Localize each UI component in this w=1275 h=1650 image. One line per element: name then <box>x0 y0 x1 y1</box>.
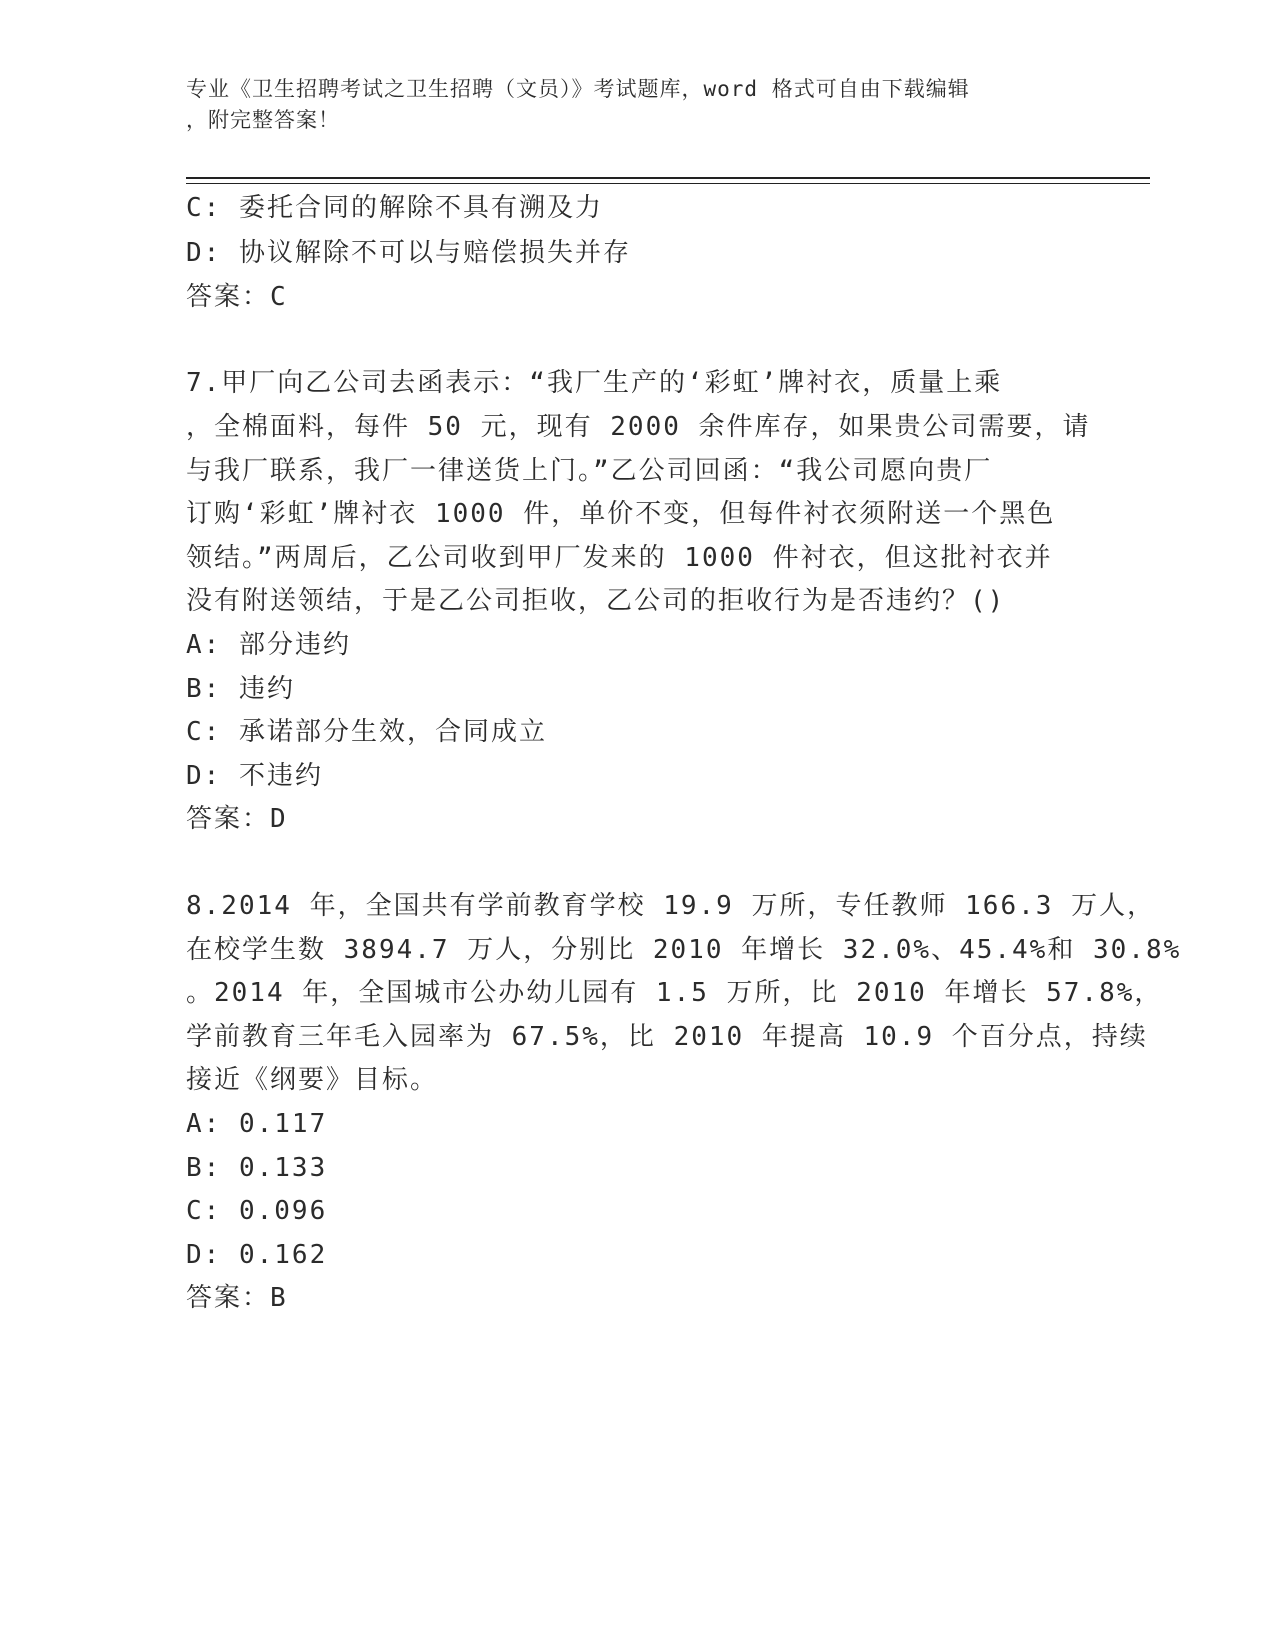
q8-option-c: C: 0.096 <box>186 1196 328 1226</box>
header-divider-thick <box>186 177 1150 179</box>
q6-option-d: D: 协议解除不可以与赔偿损失并存 <box>186 238 631 268</box>
q6-answer: 答案：C <box>186 282 288 312</box>
q8-answer: 答案：B <box>186 1283 288 1313</box>
header-divider-thin <box>186 183 1150 184</box>
q7-option-c: C: 承诺部分生效，合同成立 <box>186 717 547 747</box>
header-title-line-2: ，附完整答案！ <box>186 108 340 132</box>
q6-option-c: C: 委托合同的解除不具有溯及力 <box>186 193 603 223</box>
q7-text-line-3: 与我厂联系，我厂一律送货上门。”乙公司回函：“我公司愿向贵厂 <box>186 456 993 486</box>
q7-text-line-2: ，全棉面料，每件 50 元，现有 2000 余件库存，如果贵公司需要，请 <box>186 412 1091 442</box>
q7-option-a: A: 部分违约 <box>186 630 351 660</box>
q8-text-line-3: 。2014 年，全国城市公办幼儿园有 1.5 万所，比 2010 年增长 57.8%， <box>186 978 1163 1008</box>
q8-text-line-1: 8.2014 年，全国共有学前教育学校 19.9 万所，专任教师 166.3 万人， <box>186 891 1156 921</box>
q7-option-d: D: 不违约 <box>186 761 323 791</box>
document-header <box>186 74 1086 136</box>
q7-option-b: B: 违约 <box>186 674 295 704</box>
q7-text-line-4: 订购‘彩虹’牌衬衣 1000 件，单价不变，但每件衬衣须附送一个黑色 <box>186 499 1056 529</box>
q8-option-b: B: 0.133 <box>186 1153 328 1183</box>
q8-text-line-2: 在校学生数 3894.7 万人，分别比 2010 年增长 32.0%、45.4%和 30.8% <box>186 935 1182 965</box>
q8-option-d: D: 0.162 <box>186 1240 328 1270</box>
q7-text-line-5: 领结。”两周后，乙公司收到甲厂发来的 1000 件衬衣，但这批衬衣并 <box>186 543 1053 573</box>
q7-answer: 答案：D <box>186 804 288 834</box>
header-title-line-1: 专业《卫生招聘考试之卫生招聘（文员）》考试题库，word 格式可自由下载编辑 <box>186 77 970 101</box>
q7-text-line-1: 7.甲厂向乙公司去函表示：“我厂生产的‘彩虹’牌衬衣，质量上乘 <box>186 368 1003 398</box>
q8-text-line-5: 接近《纲要》目标。 <box>186 1065 439 1095</box>
q8-option-a: A: 0.117 <box>186 1109 328 1139</box>
q7-text-line-6: 没有附送领结，于是乙公司拒收，乙公司的拒收行为是否违约？() <box>186 586 1006 616</box>
q8-text-line-4: 学前教育三年毛入园率为 67.5%，比 2010 年提高 10.9 个百分点，持续 <box>186 1022 1148 1052</box>
